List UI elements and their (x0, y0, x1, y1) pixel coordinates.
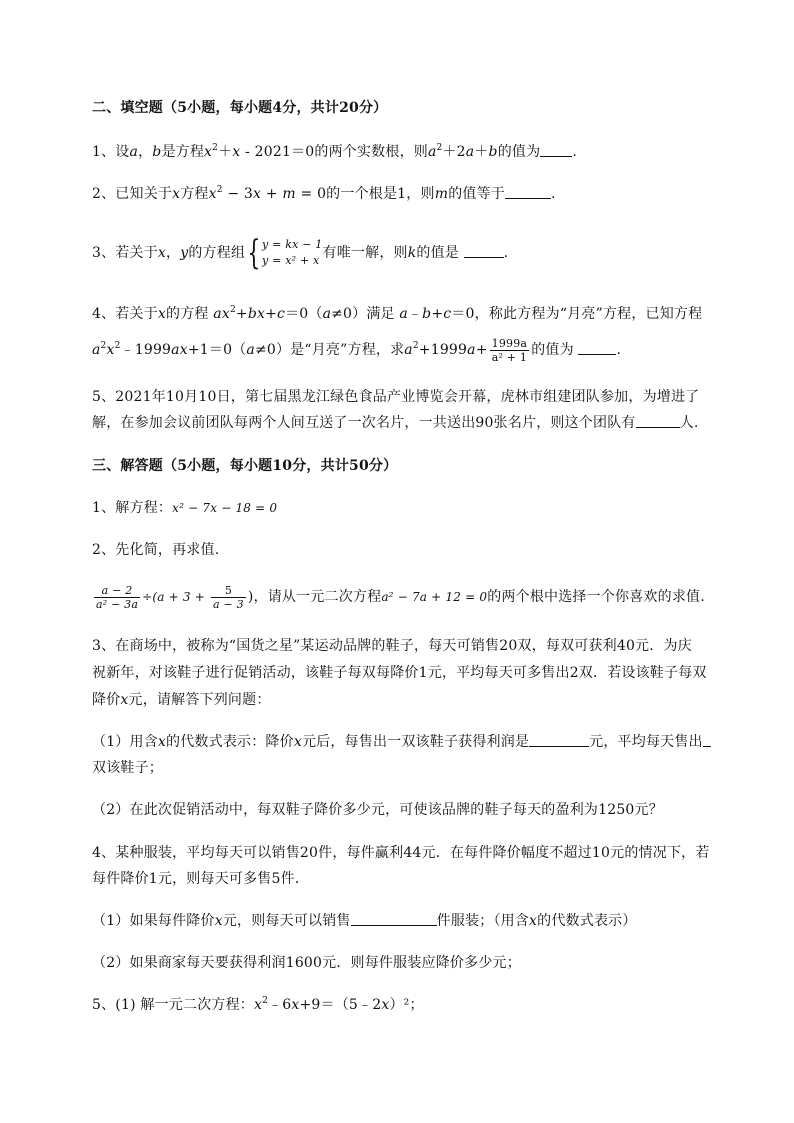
fraction: $\frac{5}{a - 3}$ (213, 583, 244, 611)
question-2-2: 2、已知关于x方程$x^2 - 3x + m = 0$的一个根是1，则m的值等于 . (92, 185, 556, 202)
question-3-4-part2: （2）如果商家每天要获得利润1600元．则每件服装应降价多少元； (92, 955, 521, 971)
question-2-3: 3、若关于x，y的方程组{ y = kx − 1 y = x² + x 有唯一解，则k的值是 . (92, 233, 509, 273)
answer-blank[interactable] (578, 342, 616, 355)
question-3-2-line2: $\frac{a - 2}{\text{a² − 3a}}$ ÷(a + 3 + $\frac{5}{a - 3}$ )，请从一元二次方程a² − 7a + 12 = 0的两个根中选择一个你喜欢的求值. (96, 583, 705, 611)
question-3-3-part1: （1）用含x的代数式表示：降价x元后，每售出一双该鞋子获得利润是 元，平均每天售出 (92, 733, 711, 751)
answer-blank[interactable] (529, 734, 589, 747)
question-2-5-line2: 解，在参加会议前团队每两个人间互送了一次名片，一共送出90张名片，则这个团队有 人. (92, 415, 699, 431)
question-3-1: 1、解方程：x² − 7x − 18 = 0 (92, 500, 278, 516)
section-heading-fill-in: 二、填空题（5小题，每小题4分，共计20分） (92, 100, 388, 116)
question-2-4-line2: $a^2x^2﹣1999ax+1=0(a\ne 0)$是“月亮”方程，求$a^2+1999a+$ $\frac{1999a}{\text{a² + 1}}$ 的值为 . (92, 336, 622, 364)
answer-blank[interactable] (351, 913, 437, 926)
question-3-4-line1: 4、某种服装，平均每天可以销售20件，每件赢利44元．在每件降价幅度不超过10元的情况下，若 (92, 845, 710, 861)
question-3-2-line1: 2、先化简，再求值. (92, 542, 220, 558)
question-3-3-part1-cont: 双该鞋子； (92, 760, 163, 776)
question-3-4-line2: 每件降价1元，则每天可多售5件． (92, 871, 310, 887)
question-3-3-part2: （2）在此次促销活动中，每双鞋子降价多少元，可使该品牌的鞋子每天的盈利为1250元？ (92, 802, 663, 818)
fraction: $\frac{1999a}{\text{a² + 1}}$ (491, 336, 528, 364)
section-heading-answer: 三、解答题（5小题，每小题10分，共计50分） (92, 458, 398, 474)
fraction: $\frac{a - 2}{\text{a² − 3a}}$ (96, 583, 139, 611)
question-3-3-line1: 3、在商场中，被称为“国货之星”某运动品牌的鞋子，每天可销售20双，每双可获利40元．为庆 (92, 638, 692, 654)
answer-blank[interactable] (636, 415, 680, 428)
answer-blank[interactable] (505, 186, 551, 199)
question-3-5: 5、(1) 解一元二次方程：$x^2﹣6x+9=(5﹣2x)^2$； (92, 996, 424, 1013)
answer-blank[interactable] (540, 144, 572, 157)
question-2-5-line1: 5、2021年10月10日，第七届黑龙江绿色食品产业博览会开幕，虎林市组建团队参加，为增进了 (92, 389, 700, 405)
equation-system: y = kx − 1 y = x² + x (262, 238, 323, 267)
answer-blank[interactable] (703, 734, 711, 747)
question-3-3-line2: 祝新年，对该鞋子进行促销活动，该鞋子每双每降价1元，平均每天可多售出2双．若设该鞋子每双 (92, 665, 707, 681)
question-2-4-line1: 4、若关于x的方程 $ax^2+bx+c=0(a\ne 0)$满足 a﹣b+c＝0，称此方程为“月亮”方程，已知方程 (92, 305, 703, 322)
question-3-4-part1: （1）如果每件降价x元，则每天可以销售 件服装；（用含x的代数式表示） (92, 913, 637, 929)
question-3-3-line3: 降价x元，请解答下列问题： (92, 692, 271, 708)
answer-blank[interactable] (464, 245, 504, 258)
question-2-1: 1、设a，b是方程$x^2+x - 2021=0$的两个实数根，则$a^2+2a+b$的值为 . (92, 143, 577, 160)
system-brace: { (247, 233, 261, 273)
